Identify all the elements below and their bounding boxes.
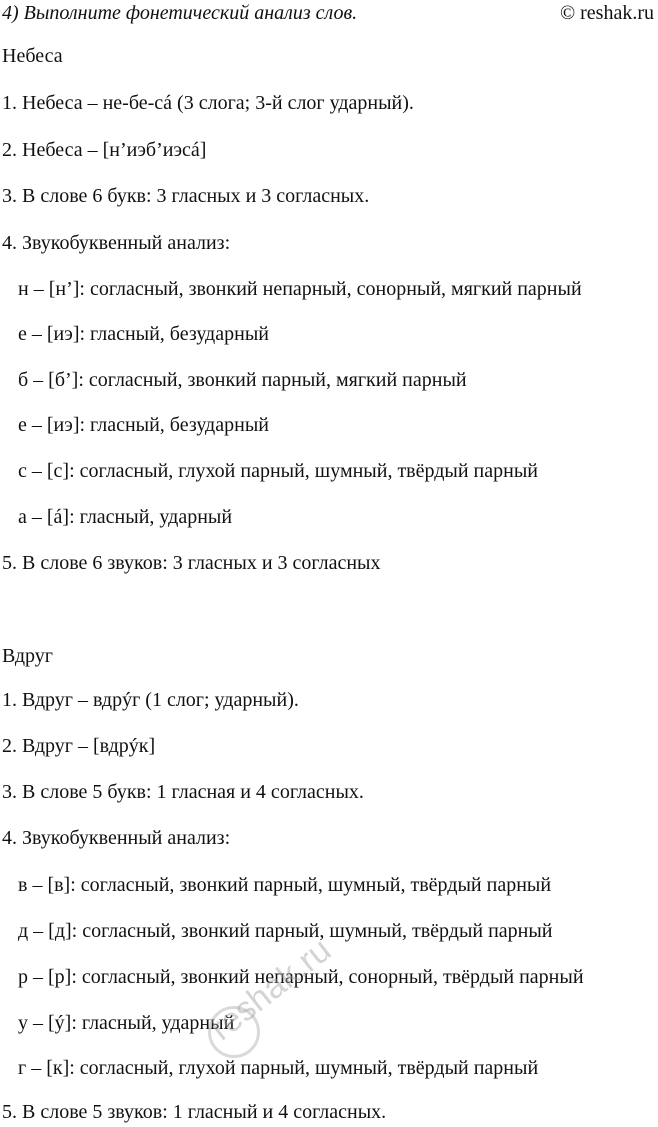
watermark: reshak.ru — [202, 930, 339, 1049]
analysis-item: а – [á]: гласный, ударный — [18, 506, 233, 528]
analysis-item: у – [ý]: гласный, ударный — [18, 1012, 235, 1034]
syllable-line: 1. Вдруг – вдрýг (1 слог; ударный). — [2, 689, 299, 711]
sounds-count-line: 5. В слове 6 звуков: 3 гласных и 3 согласных — [2, 552, 381, 574]
transcription-line: 2. Вдруг – [вдрýк] — [2, 735, 156, 757]
task-title: 4) Выполните фонетический анализ слов. — [2, 2, 358, 24]
page-header — [0, 0, 658, 30]
letters-count-line: 3. В слове 5 букв: 1 гласная и 4 согласных. — [2, 781, 364, 803]
word-heading-vdrug: Вдруг — [2, 645, 53, 667]
analysis-item: н – [н’]: согласный, звонкий непарный, сонорный, мягкий парный — [18, 278, 582, 300]
analysis-heading: 4. Звукобуквенный анализ: — [2, 232, 231, 254]
analysis-item: е – [иэ]: гласный, безударный — [18, 323, 269, 345]
sounds-count-line: 5. В слове 5 звуков: 1 гласный и 4 согласных. — [2, 1101, 387, 1123]
analysis-item: б – [б’]: согласный, звонкий парный, мягкий парный — [18, 369, 467, 391]
transcription-line: 2. Небеса – [н’иэб’иэcá] — [2, 139, 207, 161]
syllable-line: 1. Небеса – не-бе-cá (3 слога; 3-й слог ударный). — [2, 92, 414, 114]
letters-count-line: 3. В слове 6 букв: 3 гласных и 3 согласных. — [2, 185, 370, 207]
watermark-logo-icon — [208, 1006, 260, 1058]
analysis-item: д – [д]: согласный, звонкий парный, шумный, твёрдый парный — [18, 920, 553, 942]
analysis-heading: 4. Звукобуквенный анализ: — [2, 827, 231, 849]
analysis-item: с – [с]: согласный, глухой парный, шумный, твёрдый парный — [18, 460, 538, 482]
analysis-item: е – [иэ]: гласный, безударный — [18, 414, 269, 436]
word-heading-nebesa: Небеса — [2, 45, 63, 67]
site-label: © reshak.ru — [559, 2, 654, 24]
analysis-item: в – [в]: согласный, звонкий парный, шумный, твёрдый парный — [18, 874, 552, 896]
analysis-item: г – [к]: согласный, глухой парный, шумный, твёрдый парный — [18, 1057, 539, 1079]
analysis-item: р – [р]: согласный, звонкий непарный, сонорный, твёрдый парный — [18, 966, 584, 988]
